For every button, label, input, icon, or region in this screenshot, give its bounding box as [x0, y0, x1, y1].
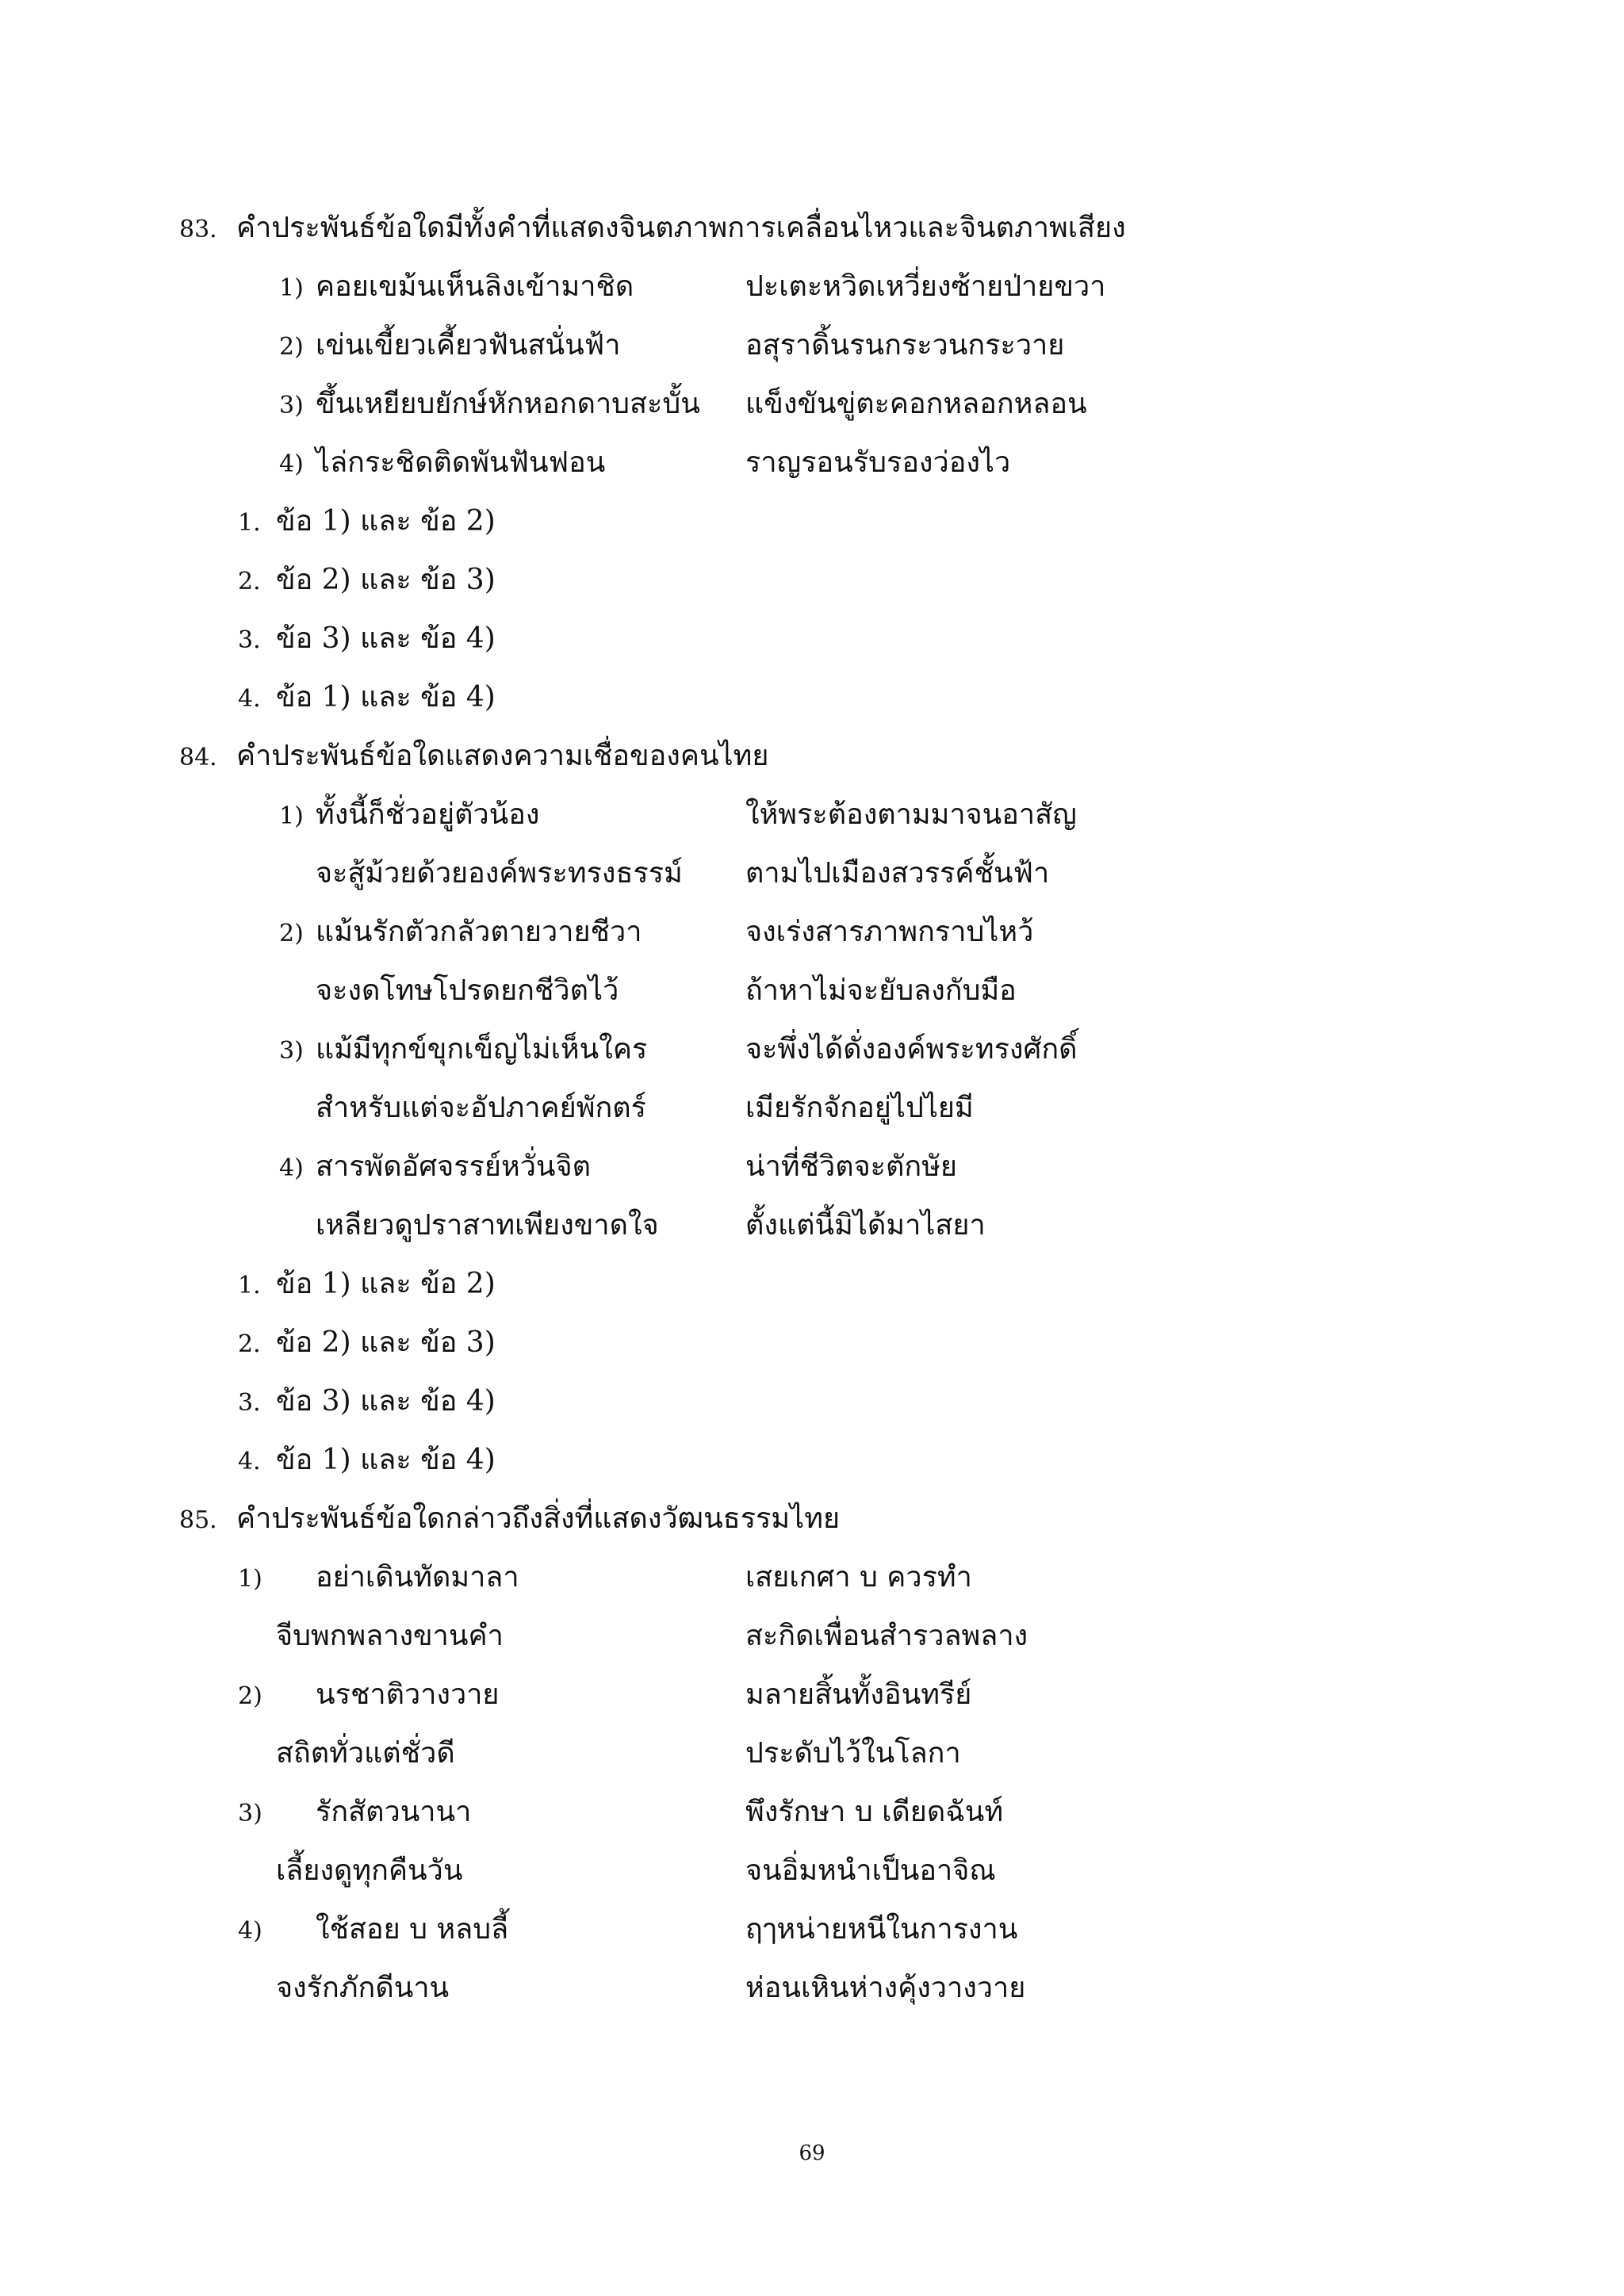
- verse-line-b1: จงเร่งสารภาพกราบไหว้: [745, 916, 1034, 948]
- verse-line-a: ขึ้นเหยียบยักษ์หักหอกดาบสะบั้น: [316, 388, 700, 420]
- choice-text: ข้อ 3) และ ข้อ 4): [276, 622, 496, 655]
- verse-line-a2: เลี้ยงดูทุกคืนวัน: [276, 1854, 463, 1887]
- choice-text: ข้อ 2) และ ข้อ 3): [276, 564, 496, 596]
- verse-line-b2: เมียรักจักอยู่ไปไยมี: [745, 1092, 974, 1124]
- verse-line-b2: ตั้งแต่นี้มิได้มาไสยา: [745, 1209, 986, 1242]
- question-text: คำประพันธ์ข้อใดมีทั้งคำที่แสดงจินตภาพการเคลื่อนไหวและจินตภาพเสียง: [236, 212, 1126, 244]
- question-number: 84.: [179, 744, 217, 771]
- verse-line-b1: พึงรักษา บ เดียดฉันท์: [745, 1796, 1004, 1828]
- verse-line-b2: สะกิดเพื่อนสำรวลพลาง: [745, 1620, 1028, 1652]
- item-number: 1): [279, 274, 304, 302]
- choice-text: ข้อ 2) และ ข้อ 3): [276, 1326, 496, 1359]
- question-text: คำประพันธ์ข้อใดแสดงความเชื่อของคนไทย: [236, 740, 769, 772]
- choice-number: 2.: [238, 1330, 261, 1358]
- verse-line-a: คอยเขม้นเห็นลิงเข้ามาชิด: [316, 270, 634, 303]
- item-number: 1): [238, 1565, 262, 1593]
- item-number: 3): [279, 392, 304, 419]
- verse-line-b: อสุราดิ้นรนกระวนกระวาย: [745, 329, 1065, 362]
- item-number: 2): [238, 1682, 262, 1710]
- verse-line-b1: น่าที่ชีวิตจะตักษัย: [745, 1150, 958, 1183]
- verse-line-b: ราญรอนรับรองว่องไว: [745, 446, 1011, 479]
- item-number: 3): [238, 1800, 262, 1827]
- verse-line-b1: มลายสิ้นทั้งอินทรีย์: [745, 1678, 972, 1711]
- item-number: 2): [279, 333, 304, 361]
- choice-text: ข้อ 3) และ ข้อ 4): [276, 1385, 496, 1418]
- choice-number: 3.: [238, 626, 261, 654]
- verse-line-b1: ให้พระต้องตามมาจนอาสัญ: [745, 798, 1077, 831]
- verse-line-b1: เสยเกศา บ ควรทำ: [745, 1561, 972, 1594]
- question-number: 83.: [179, 216, 217, 243]
- choice-number: 3.: [238, 1389, 261, 1417]
- page-number: 69: [799, 2141, 825, 2165]
- verse-line-a1: รักสัตวนานา: [316, 1796, 472, 1828]
- verse-line-a1: ทั้งนี้ก็ชั่วอยู่ตัวน้อง: [316, 798, 540, 831]
- verse-line-a1: อย่าเดินทัดมาลา: [316, 1561, 519, 1594]
- verse-line-a2: สถิตทั่วแต่ชั่วดี: [276, 1737, 455, 1770]
- verse-line-a1: แม้นรักตัวกลัวตายวายชีวา: [316, 916, 642, 948]
- item-number: 4): [238, 1917, 262, 1945]
- verse-line-b: แข็งขันขู่ตะคอกหลอกหลอน: [745, 388, 1087, 420]
- choice-number: 1.: [238, 509, 261, 537]
- verse-line-b2: ตามไปเมืองสวรรค์ชั้นฟ้า: [745, 857, 1050, 890]
- choice-text: ข้อ 1) และ ข้อ 2): [276, 505, 496, 538]
- verse-line-a1: นรชาติวางวาย: [316, 1678, 500, 1711]
- verse-line-b1: ฤๅหน่ายหนีในการงาน: [745, 1913, 1018, 1946]
- item-number: 3): [279, 1037, 304, 1065]
- question-text: คำประพันธ์ข้อใดกล่าวถึงสิ่งที่แสดงวัฒนธรรมไทย: [236, 1502, 841, 1535]
- item-number: 2): [279, 920, 304, 947]
- item-number: 4): [279, 450, 304, 478]
- choice-text: ข้อ 1) และ ข้อ 4): [276, 1444, 496, 1476]
- verse-line-a: ไล่กระชิดติดพันฟันฟอน: [316, 446, 606, 479]
- verse-line-b2: ห่อนเหินห่างคุ้งวางวาย: [745, 1972, 1026, 2004]
- choice-number: 4.: [238, 1448, 261, 1475]
- verse-line-a1: แม้มีทุกข์ขุกเข็ญไม่เห็นใคร: [316, 1033, 648, 1066]
- verse-line-a1: ใช้สอย บ หลบลี้: [316, 1913, 509, 1946]
- verse-line-a1: สารพัดอัศจรรย์หวั่นจิต: [316, 1150, 591, 1183]
- choice-text: ข้อ 1) และ ข้อ 4): [276, 681, 496, 714]
- verse-line-b2: ถ้าหาไม่จะยับลงกับมือ: [745, 974, 1017, 1007]
- verse-line-b2: ประดับไว้ในโลกา: [745, 1737, 961, 1770]
- item-number: 4): [279, 1154, 304, 1182]
- choice-text: ข้อ 1) และ ข้อ 2): [276, 1268, 496, 1300]
- verse-line-b2: จนอิ่มหนำเป็นอาจิณ: [745, 1854, 996, 1887]
- verse-line-a2: จีบพกพลางขานคำ: [276, 1620, 504, 1652]
- question-number: 85.: [179, 1506, 217, 1534]
- verse-line-b1: จะพึ่งได้ดั่งองค์พระทรงศักดิ์: [745, 1033, 1078, 1066]
- choice-number: 1.: [238, 1272, 261, 1299]
- verse-line-a: เข่นเขี้ยวเคี้ยวฟันสนั่นฟ้า: [316, 329, 621, 362]
- choice-number: 4.: [238, 685, 261, 713]
- verse-line-a2: เหลียวดูปราสาทเพียงขาดใจ: [316, 1209, 659, 1242]
- item-number: 1): [279, 802, 304, 830]
- verse-line-a2: สำหรับแต่จะอัปภาคย์พักตร์: [316, 1092, 646, 1124]
- verse-line-a2: จะงดโทษโปรดยกชีวิตไว้: [316, 974, 619, 1007]
- choice-number: 2.: [238, 568, 261, 595]
- verse-line-a2: จะสู้ม้วยด้วยองค์พระทรงธรรม์: [316, 857, 683, 890]
- verse-line-a2: จงรักภักดีนาน: [276, 1972, 450, 2004]
- verse-line-b: ปะเตะหวิดเหวี่ยงซ้ายป่ายขวา: [745, 270, 1106, 303]
